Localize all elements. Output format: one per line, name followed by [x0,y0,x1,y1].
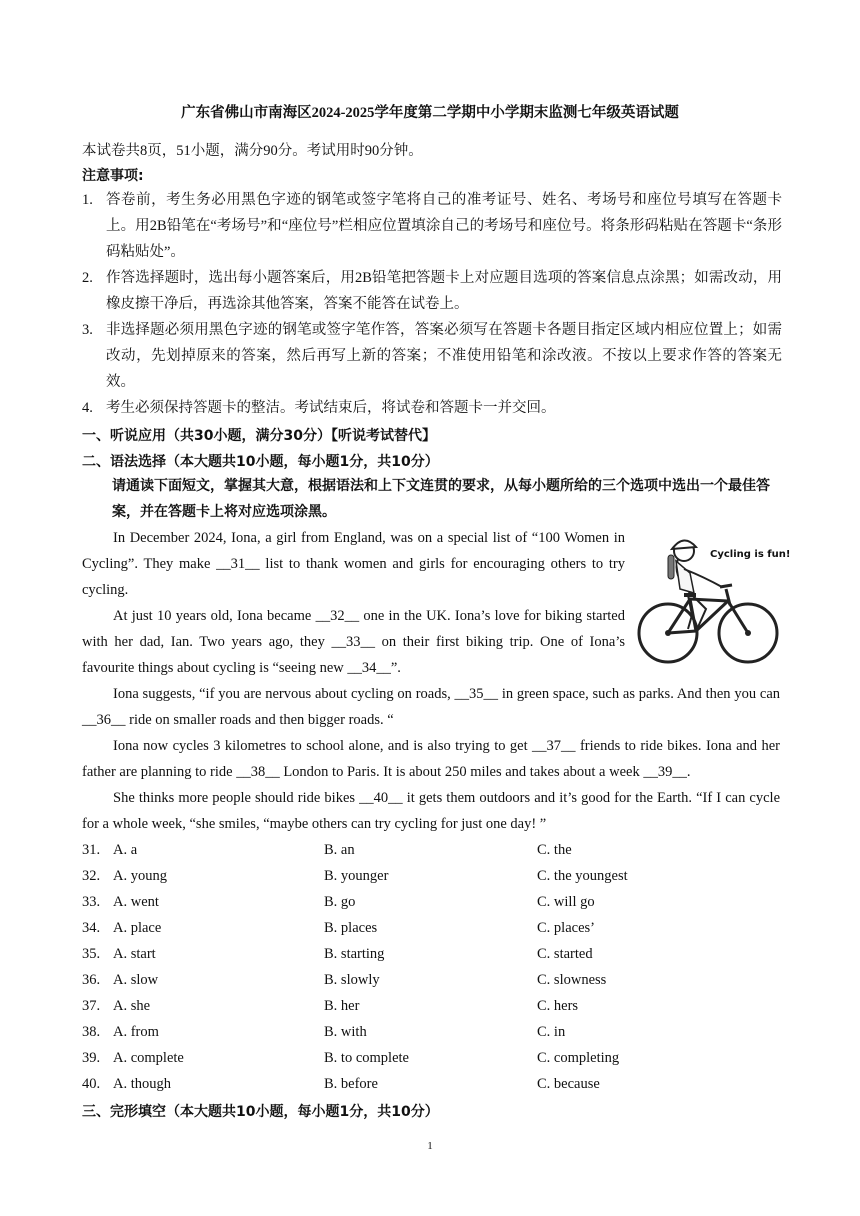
question-number: 39. [82,1050,101,1066]
option-c: C. completing [537,1050,620,1066]
option-row [82,993,782,1019]
question-number: 35. [82,946,101,962]
question-number: 37. [82,998,101,1014]
passage-paragraph: At just 10 years old, Iona became __32__ one in the UK. Iona’s love for biking started with her dad, Ian. Two years ago, they __33__ on their first biking trip. One of Iona’s favourite things about cycling is “seeing new __34__”. [82,608,625,676]
option-a: A. complete [113,1050,184,1066]
notes-heading: 注意事项: [82,168,144,184]
option-a: A. she [113,998,151,1014]
option-row [82,941,782,967]
section-heading-grammar: 二、语法选择（本大题共10小题，每小题1分，共10分） [82,454,439,470]
option-c: C. in [537,1024,566,1040]
option-b: B. with [324,1024,367,1040]
illustration-caption: Cycling is fun! [710,549,791,560]
option-c: C. because [537,1076,600,1092]
option-c: C. the [537,842,572,858]
option-c: C. started [537,946,593,962]
passage-paragraph: In December 2024, Iona, a girl from England, was on a special list of “100 Women in Cycling”. They make __31__ list to thank women and girls for encouraging others to try cycling. [82,530,625,598]
option-row [82,1019,782,1045]
option-c: C. hers [537,998,579,1014]
note-text: 作答选择题时，选出每小题答案后，用2B铅笔把答题卡上对应题目选项的答案信息点涂黑；如需改动，用橡皮擦干净后，再选涂其他答案，答案不能答在试卷上。 [106,270,782,312]
option-row [82,967,782,993]
note-number: 4. [82,400,93,416]
option-row [82,837,782,863]
option-a: A. young [113,868,167,884]
option-row [82,1071,782,1097]
option-a: A. a [113,842,138,858]
note-item [82,187,782,265]
option-a: A. from [113,1024,159,1040]
cyclist-illustration [632,529,791,669]
section-heading-cloze: 三、完形填空（本大题共10小题，每小题1分，共10分） [82,1104,439,1120]
question-number: 36. [82,972,101,988]
question-number: 38. [82,1024,101,1040]
option-row [82,1045,782,1071]
option-c: C. the youngest [537,868,628,884]
note-item [82,317,782,395]
option-a: A. place [113,920,162,936]
option-b: B. her [324,998,360,1014]
option-b: B. younger [324,868,389,884]
option-b: B. go [324,894,356,910]
exam-intro: 本试卷共8页，51小题，满分90分。考试用时90分钟。 [82,143,423,159]
note-text: 答卷前，考生务必用黑色字迹的钢笔或签字笔将自己的准考证号、姓名、考场号和座位号填写在答题卡上。用2B铅笔在“考场号”和“座位号”栏相应位置填涂自己的考场号和座位号。将条形码粘贴在答题卡“条形码粘贴处”。 [106,192,782,260]
option-c: C. places’ [537,920,595,936]
option-a: A. start [113,946,156,962]
note-number: 2. [82,270,93,286]
question-number: 40. [82,1076,101,1092]
option-b: B. slowly [324,972,380,988]
question-number: 34. [82,920,101,936]
option-c: C. slowness [537,972,607,988]
option-row [82,915,782,941]
passage-paragraph: Iona now cycles 3 kilometres to school alone, and is also trying to get __37__ friends to ride bikes. Iona and her father are planning to ride __38__ London to Paris. It is about 250 miles and takes about a week __39__. [82,738,780,780]
note-text: 考生必须保持答题卡的整洁。考试结束后，将试卷和答题卡一并交回。 [106,400,556,416]
question-number: 32. [82,868,101,884]
note-text: 非选择题必须用黑色字迹的钢笔或签字笔作答，答案必须写在答题卡各题目指定区域内相应位置上；如需改动，先划掉原来的答案，然后再写上新的答案；不准使用铅笔和涂改液。不按以上要求作答的答案无效。 [106,322,782,390]
page-title: 广东省佛山市南海区2024-2025学年度第二学期中小学期末监测七年级英语试题 [181,105,679,121]
page-number: 1 [427,1140,433,1152]
option-b: B. to complete [324,1050,409,1066]
option-row [82,863,782,889]
option-a: A. though [113,1076,171,1092]
option-a: A. went [113,894,159,910]
passage-paragraph: Iona suggests, “if you are nervous about cycling on roads, __35__ in green space, such as parks. And then you can __36__ ride on smaller roads and then bigger roads. “ [82,686,780,728]
note-item [82,265,782,317]
note-item [82,395,782,421]
option-b: B. places [324,920,378,936]
option-b: B. before [324,1076,378,1092]
note-number: 3. [82,322,93,338]
option-b: B. starting [324,946,385,962]
option-b: B. an [324,842,355,858]
option-a: A. slow [113,972,159,988]
option-row [82,889,782,915]
section-heading-listening: 一、听说应用（共30小题，满分30分）【听说考试替代】 [82,428,436,444]
note-number: 1. [82,192,93,208]
section-instruction: 请通读下面短文，掌握其大意，根据语法和上下文连贯的要求，从每小题所给的三个选项中选出一个最佳答案，并在答题卡上将对应选项涂黑。 [112,478,770,520]
option-c: C. will go [537,894,595,910]
passage-paragraph: She thinks more people should ride bikes __40__ it gets them outdoors and it’s good for the Earth. “If I can cycle for a whole week, “she smiles, “maybe others can try cycling for just one day! ” [82,790,780,832]
question-number: 31. [82,842,101,858]
question-number: 33. [82,894,101,910]
